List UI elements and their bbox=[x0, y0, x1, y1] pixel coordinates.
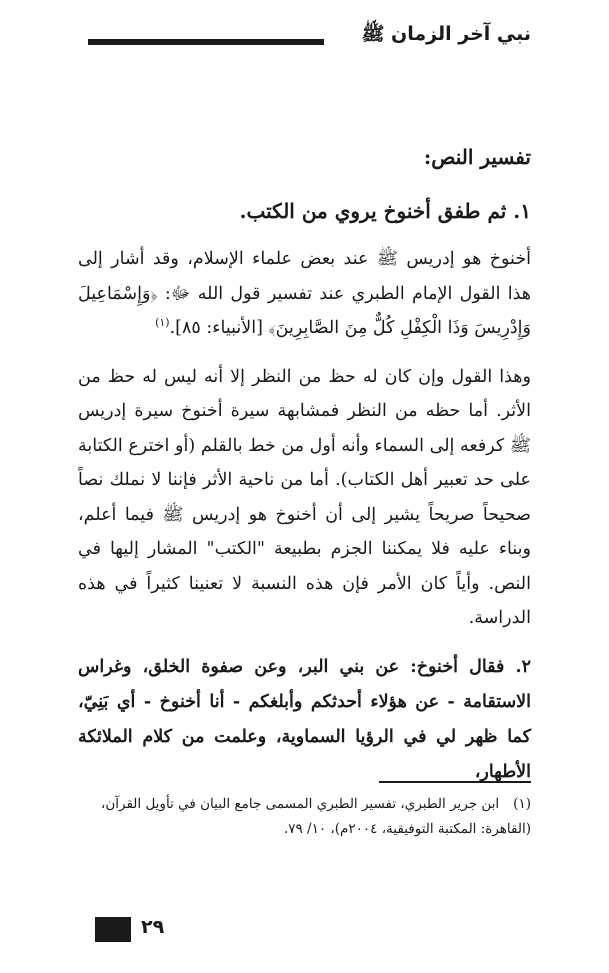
footnote-reference[interactable]: (١) bbox=[155, 316, 170, 330]
item-1-paragraph-2: وهذا القول وإن كان له حظ من النظر إلا أنه ليس له حظ من الأثر. أما حظه من النظر فمشابهة سيرة أخنوخ سيرة إدريس ﷺ كرفعه إلى السماء وأنه أول من خط بالقلم (أو اخترع الكتابة على حد تعبير أهل الكتاب). أما من ناحية الأثر فإننا لا نملك نصاً صحيحاً صريحاً يشير إلى أن أخنوخ هو إدريس ﷺ فيما أعلم، وبناء عليه فلا يمكننا الجزم بطبيعة "الكتب" المشار إليها في النص. وأياً كان الأمر فإن هذه النسبة لا تعنينا كثيراً في هذه الدراسة. bbox=[78, 366, 531, 628]
item-1-paragraph-1-text: أخنوخ هو إدريس ﷺ عند بعض علماء الإسلام، وقد أشار إلى هذا القول الإمام الطبري عند تفسير قول الله ﷻ: ﴿وَإِسْمَاعِيلَ وَإِدْرِيسَ وَذَا الْكِفْلِ كُلٌّ مِنَ الصَّابِرِينَ﴾ [الأنبياء: ٨٥]. bbox=[78, 249, 531, 338]
item-2-heading: ٢. فقال أخنوخ: عن بني البر، وعن صفوة الخلق، وغراس الاستقامة - عن هؤلاء أحدثكم وأبلغكم - أنا أخنوخ - أي بَنِيّ، كما ظهر لي في الرؤيا السماوية، وعلمت من كلام الملائكة الأطهار، bbox=[78, 656, 531, 782]
footnote-separator bbox=[379, 781, 531, 783]
running-header-title: نبي آخر الزمان ﷺ bbox=[361, 23, 531, 45]
footnote-text: ابن جرير الطبري، تفسير الطبري المسمى جامع البيان في تأويل القرآن، (القاهرة: المكتبة التوفيقية، ٢٠٠٤م)، ١٠/ ٧٩. bbox=[100, 796, 531, 837]
page-number: ٢٩ bbox=[141, 916, 165, 938]
footnote bbox=[78, 792, 531, 842]
footnote-number: (١) bbox=[513, 796, 531, 812]
section-title: تفسير النص: bbox=[423, 145, 531, 169]
page-number-block bbox=[95, 917, 131, 942]
item-1-heading: ١. ثم طفق أخنوخ يروي من الكتب. bbox=[239, 199, 531, 223]
item-1-paragraph-1 bbox=[78, 242, 531, 346]
page-content bbox=[78, 140, 531, 790]
header-rule bbox=[88, 39, 324, 45]
